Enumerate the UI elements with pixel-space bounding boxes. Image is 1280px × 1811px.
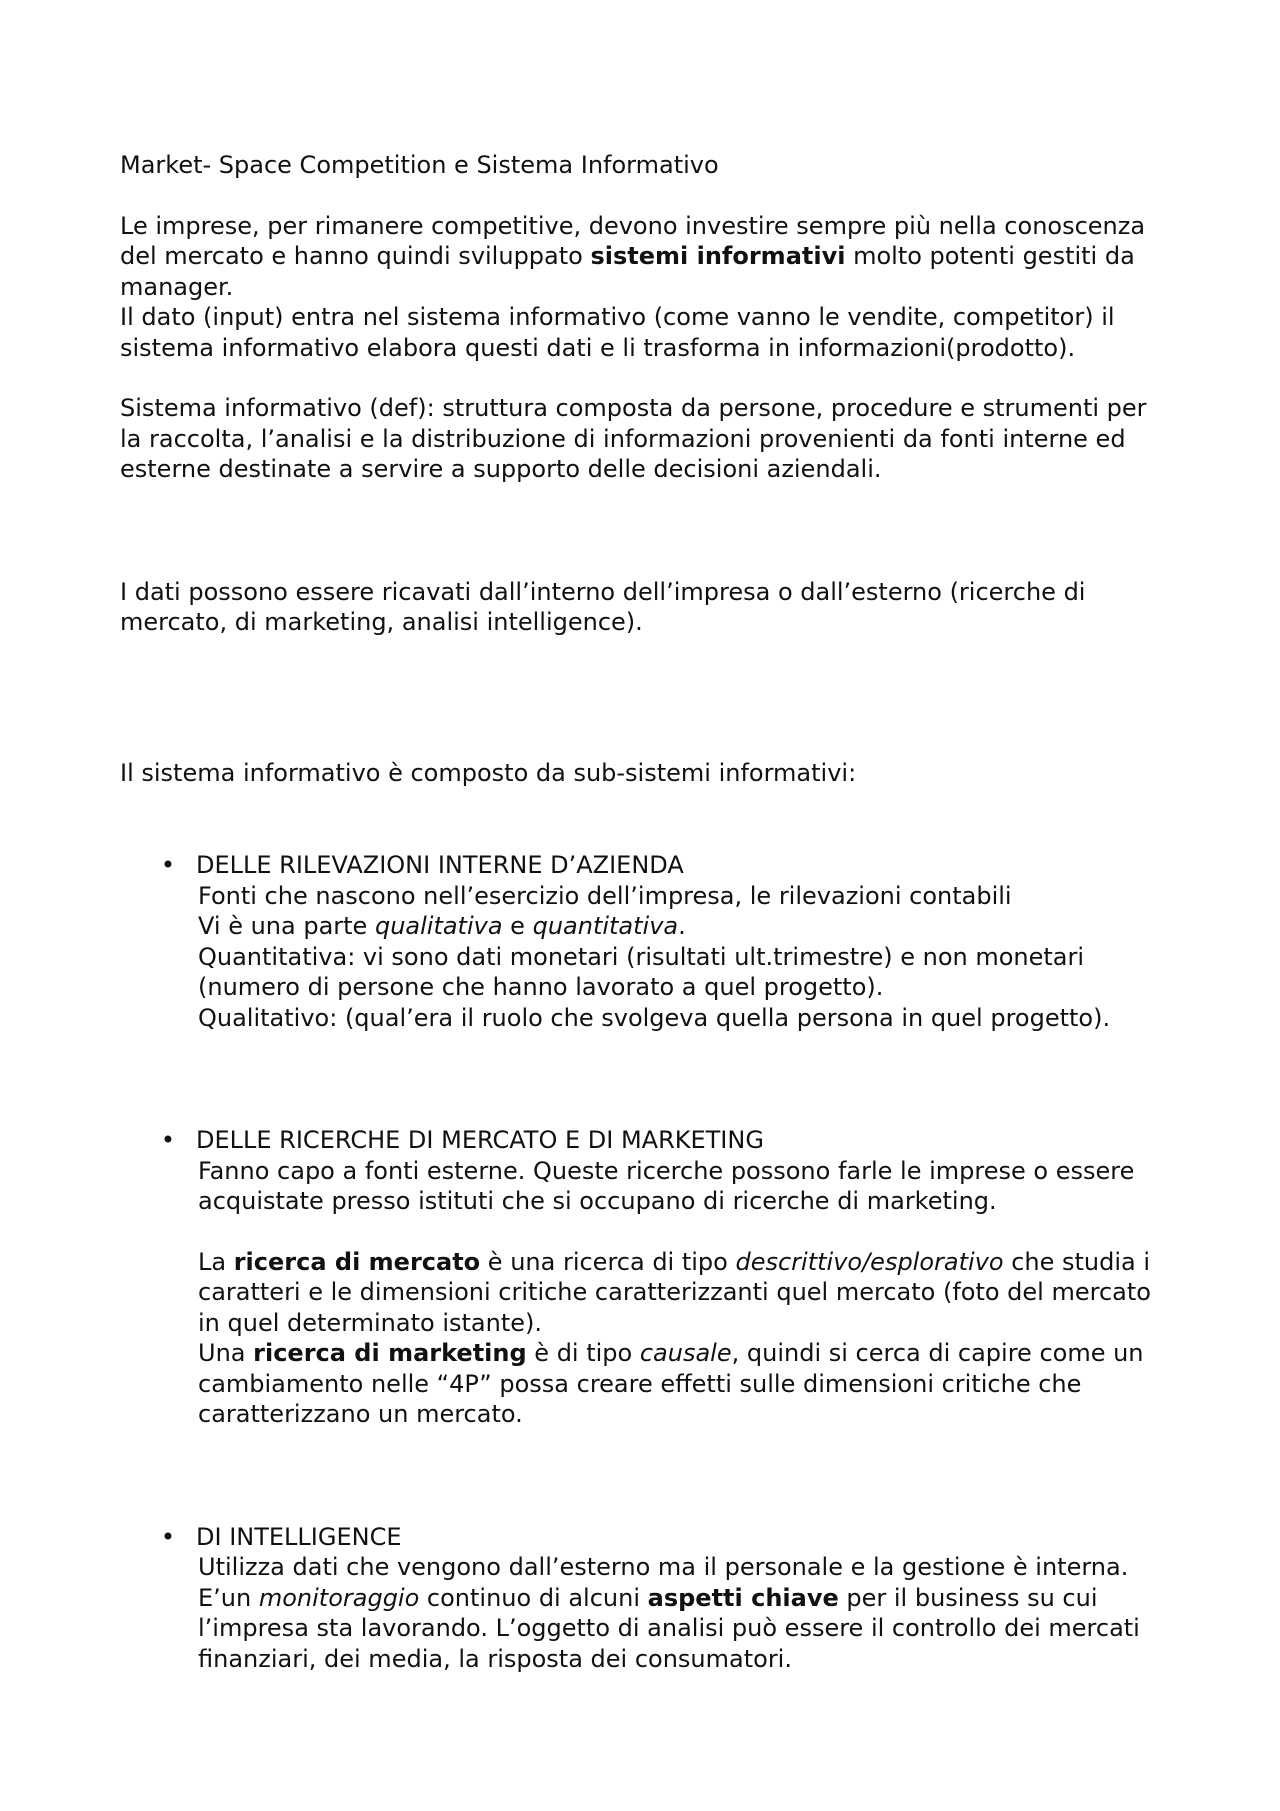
research-heading-text: DELLE RICERCHE DI MERCATO E DI MARKETING	[196, 1126, 764, 1154]
research-p3-after: , quindi si cerca di capire come un cambiamento nelle “4P” possa creare effetti sulle dimensioni critiche che caratterizzano un mercato.	[198, 1339, 1144, 1428]
list-item-internal-heading	[158, 850, 1160, 881]
research-p2-mid: è una ricerca di tipo	[480, 1247, 736, 1276]
research-p1: Fanno capo a fonti esterne. Queste ricerche possono farle le imprese o essere acquistate presso istituti che si occupano di ricerche di marketing.	[198, 1156, 1135, 1215]
intelligence-italic-monitoraggio: monitoraggio	[258, 1583, 420, 1612]
document-title: Market- Space Competition e Sistema Informativo	[120, 151, 719, 179]
research-p3	[198, 1338, 1160, 1430]
list-item-intelligence-heading	[158, 1522, 1160, 1553]
research-p2-before: La	[198, 1247, 234, 1276]
intelligence-bold-aspetti: aspetti chiave	[647, 1583, 839, 1612]
intro-paragraph	[120, 211, 1160, 303]
internal-line1: Fonti che nascono nell’esercizio dell’impresa, le rilevazioni contabili	[198, 881, 1012, 910]
intelligence-p2-mid: continuo di alcuni	[419, 1583, 648, 1612]
research-p2	[198, 1247, 1160, 1339]
internal-italic-quantitativa: quantitativa	[532, 912, 679, 940]
internal-line2-before: Vi è una parte	[198, 912, 375, 940]
data-sources-paragraph: I dati possono essere ricavati dall’interno dell’impresa o dall’esterno (ricerche di mercato, di marketing, analisi intelligence).	[120, 577, 1086, 636]
intelligence-p2-before: E’un	[198, 1583, 259, 1612]
research-bold-mercato: ricerca di mercato	[233, 1247, 481, 1276]
bullet-icon: •	[160, 851, 176, 879]
definition-paragraph: Sistema informativo (def): struttura composta da persone, procedure e strumenti per la raccolta, l’analisi e la distribuzione di informazioni provenienti da fonti interne ed esterne destinate a servire a supporto delle decisioni aziendali.	[120, 394, 1147, 483]
intro-bold-term: sistemi informativi	[590, 242, 846, 270]
research-italic-causale: causale	[639, 1339, 732, 1367]
intelligence-p2	[198, 1583, 1160, 1675]
internal-line4: Qualitativo: (qual’era il ruolo che svolgeva quella persona in quel progetto).	[198, 1003, 1111, 1032]
bullet-icon: •	[160, 1522, 176, 1551]
input-paragraph: Il dato (input) entra nel sistema informativo (come vanno le vendite, competitor) il sistema informativo elabora questi dati e li trasforma in informazioni(prodotto).	[120, 303, 1115, 362]
intelligence-heading-text: DI INTELLIGENCE	[196, 1522, 402, 1551]
subsystems-intro: Il sistema informativo è composto da sub-sistemi informativi:	[120, 758, 857, 787]
internal-line3: Quantitativa: vi sono dati monetari (risultati ult.trimestre) e non monetari (numero di persone che hanno lavorato a quel progetto).	[198, 942, 1085, 1001]
intelligence-p1: Utilizza dati che vengono dall’esterno ma il personale e la gestione è interna.	[198, 1553, 1129, 1581]
section-intelligence	[198, 1552, 1160, 1674]
research-p2-after: che studia i caratteri e le dimensioni critiche caratterizzanti quel mercato (foto del mercato in quel determinato istante).	[198, 1247, 1151, 1337]
research-bold-marketing: ricerca di marketing	[253, 1339, 527, 1367]
research-p3-mid: è di tipo	[526, 1339, 640, 1367]
research-italic-descrittivo: descrittivo/esplorativo	[735, 1247, 1004, 1276]
internal-line2-after: .	[678, 912, 686, 940]
internal-italic-qualitativa: qualitativa	[374, 912, 503, 940]
intro-text-after: molto potenti gestiti da manager.	[120, 242, 1135, 301]
section-research	[198, 1156, 1160, 1430]
research-p3-before: Una	[198, 1339, 254, 1367]
section-internal	[198, 881, 1160, 1034]
bullet-icon: •	[160, 1126, 176, 1154]
list-item-research-heading	[158, 1125, 1160, 1156]
intro-text-before: Le imprese, per rimanere competitive, devono investire sempre più nella conoscenza del mercato e hanno quindi sviluppato	[120, 211, 1146, 270]
internal-line2-mid: e	[502, 912, 533, 940]
internal-heading-text: DELLE RILEVAZIONI INTERNE D’AZIENDA	[196, 851, 684, 879]
intelligence-p2-after: per il business su cui l’impresa sta lavorando. L’oggetto di analisi può essere il controllo dei mercati finanziari, dei media, la risposta dei consumatori.	[198, 1583, 1140, 1673]
internal-line2	[198, 911, 1160, 942]
